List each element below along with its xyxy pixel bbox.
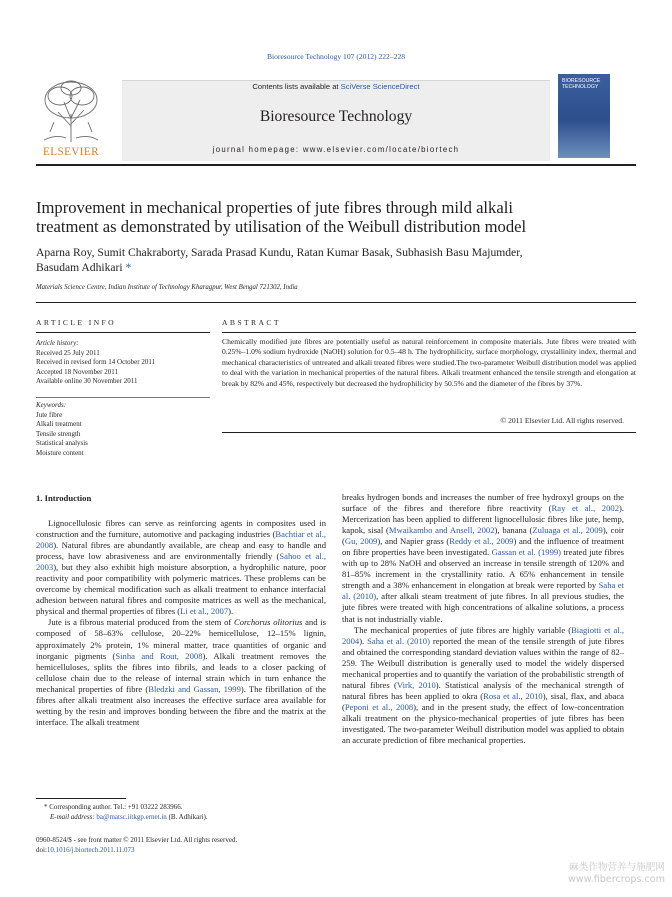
footnote xyxy=(36,803,336,822)
journal-title: Bioresource Technology xyxy=(259,108,413,125)
history-accepted: Accepted 18 November 2011 xyxy=(36,367,118,376)
watermark-chinese: 麻类作物营养与施肥网 xyxy=(569,862,665,873)
citation-link[interactable]: Reddy et al., 2009 xyxy=(449,536,514,547)
paragraph: breaks hydrogen bonds and increases the number of free hydroxyl groups on the surface of the fibres and therefore fibre reactivity (Ray et al., 2002). Mercerization has been applied to different lignocellulosic fibres like jute, hemp, kapok, sisal (Mwaikambo and Ansell, 2002), banana (Zuluaga et al., 2009), coir (Gu, 2009), and Napier grass (Reddy et al., 2009) and the influence of treatment on fibre properties have been investigated. Gassan et al. (1999) treated jute fibres with up to 28% NaOH and observed an increase in tensile strength of 120% and 81–85% increment in the crystallinity ratio. A 65% enhancement in tensile strength and a 38% enhancement in elongation at break were reported by Saha et al. (2010), after alkali steam treatment of jute fibres. In all previous studies, the jute fibres were treated with high concentrations of alkaline solutions, a process that is not industrially viable. xyxy=(342,492,625,624)
affiliation: Materials Science Centre, Indian Institute of Technology Kharagpur, West Bengal 721302, India xyxy=(36,284,298,291)
journal-homepage[interactable]: journal homepage: www.elsevier.com/locate/biortech xyxy=(212,145,460,154)
author-list xyxy=(36,245,636,275)
journal-reference[interactable]: Bioresource Technology 107 (2012) 222–228 xyxy=(266,52,406,61)
front-matter-info xyxy=(36,836,336,855)
keyword: Statistical analysis xyxy=(36,439,88,448)
elsevier-wordmark: ELSEVIER xyxy=(42,146,100,158)
history-label: Article history: xyxy=(36,339,79,347)
abstract-rule xyxy=(222,332,636,333)
abstract-heading: ABSTRACT xyxy=(222,318,281,327)
history-online: Available online 30 November 2011 xyxy=(36,377,138,386)
citation-link[interactable]: Virk, 2010 xyxy=(396,679,436,690)
footnote-rule xyxy=(36,798,126,799)
article-title xyxy=(36,198,636,236)
email-note: E-mail address: ba@matsc.iitkgp.ernet.in (B. Adhikari). xyxy=(50,812,208,821)
citation-link[interactable]: Biagiotti et al., 2004 xyxy=(342,624,624,646)
header-rule xyxy=(36,164,636,166)
citation-link[interactable]: Ray et al., 2002 xyxy=(551,503,619,514)
citation-link[interactable]: Bachtiar et al., 2008 xyxy=(36,529,326,551)
journal-cover-image xyxy=(558,74,610,158)
keywords xyxy=(36,401,210,459)
paragraph: Lignocellulosic fibres can serve as reinforcing agents in composites used in construction and the furniture, automotive and packaging industries (Bachtiar et al., 2008). Natural fibres are abundantly available, are cheap and easy to handle and process, have low abrasiveness and are environmentally friendly (Sahoo et al., 2003), but they also exhibit high moisture absorption, a hydrophilic nature, poor reactivity and poor compatibility with polymeric matrices. These problems can be overcome by chemical modification such as alkali treatment to enhance interfacial adhesion between natural fibres and composite matrices as well as the mechanical, physical and thermal properties of fibres (Li et al., 2007). xyxy=(36,518,327,617)
citation-link[interactable]: Rosa et al., 2010 xyxy=(483,690,543,701)
abstract-copyright: © 2011 Elsevier Ltd. All rights reserved. xyxy=(500,416,624,425)
keyword: Jute fibre xyxy=(36,410,63,419)
history-received: Received 25 July 2011 xyxy=(36,348,100,357)
citation-link[interactable]: Gassan et al. (1999) xyxy=(491,547,562,558)
species-name: Corchorus olitorius xyxy=(234,617,303,628)
watermark-url: www.fibercrops.com xyxy=(568,874,665,885)
section-heading-introduction: 1. Introduction xyxy=(36,493,92,503)
abstract-text: Chemically modified jute fibres are potentially useful as natural reinforcement in composite materials. Jute fibres were treated with 0.25%–1.0% sodium hydroxide (NaOH) solution for 0.5–48 h. The hydrophilicity, surface morphology, crystallinity index, thermal and mechanical characteristics of untreated and alkali treated fibres were studied.The two-parameter Weibull distribution model was applied to deal with the variation in mechanical properties of the natural fibres. Alkali treatment enhanced the tensile strength and elongation at break by 82% and 45%, respectively but decreased the hydrophilicity by 50.5% and the diameter of the fibres by 37%. xyxy=(222,337,636,388)
author-name: Basudam Adhikari xyxy=(36,261,123,274)
article-info-rule xyxy=(36,332,210,333)
citation-link[interactable]: Gu, 2009 xyxy=(344,536,378,547)
citation-link[interactable]: Sahoo et al., 2003 xyxy=(36,551,327,573)
citation-link[interactable]: Saha et al. (2010) xyxy=(367,635,430,646)
doi-line: doi:10.1016/j.biortech.2011.11.073 xyxy=(36,845,135,854)
citation-link[interactable]: Peponi et al., 2008 xyxy=(344,701,414,712)
title-line-1: Improvement in mechanical properties of jute fibres through mild alkali xyxy=(36,198,513,217)
contents-prefix: Contents lists available at xyxy=(252,82,341,91)
citation-link[interactable]: Sinha and Rout, 2008 xyxy=(115,650,203,661)
sciencedirect-link[interactable]: SciVerse ScienceDirect xyxy=(340,82,420,91)
keyword: Alkali treatment xyxy=(36,420,82,429)
body-column-left xyxy=(36,518,326,728)
authors-line-2 xyxy=(36,260,636,275)
citation-link[interactable]: Zuluaga et al., 2009 xyxy=(532,525,603,536)
site-watermark xyxy=(545,862,665,886)
citation-link[interactable]: Bledzki and Gassan, 1999 xyxy=(148,683,241,694)
contents-line xyxy=(122,82,550,91)
history-revised: Received in revised form 14 October 2011 xyxy=(36,358,156,367)
article-info-heading: ARTICLE INFO xyxy=(36,318,117,327)
title-line-2: treatment as demonstrated by utilisation of the Weibull distribution model xyxy=(36,217,527,236)
authors-line-1: Aparna Roy, Sumit Chakraborty, Sarada Prasad Kundu, Ratan Kumar Basak, Subhasish Basu Majumder, xyxy=(36,246,523,259)
abstract-bottom-rule xyxy=(222,432,636,433)
keyword: Moisture content xyxy=(36,448,84,457)
corresponding-author-note: * Corresponding author. Tel.: +91 03222 283966. xyxy=(44,803,183,811)
title-rule xyxy=(36,302,636,303)
citation-link[interactable]: Mwaikambo and Ansell, 2002 xyxy=(388,525,495,536)
keywords-label: Keywords: xyxy=(36,401,67,409)
article-history xyxy=(36,339,210,387)
citation-link[interactable]: Saha et al. (2010) xyxy=(342,580,624,602)
body-column-right xyxy=(342,492,624,746)
paragraph: Jute is a fibrous material produced from the stem of Corchorus olitorius and is composed of 58–63% cellulose, 20–22% hemicellulose, 12–15% lignin, approximately 2% protein, 1% mineral matter, trace quantities of organic and inorganic pigments (Sinha and Rout, 2008). Alkali treatment removes the hemicelluloses, splits the fibres into fibrils, and leads to a closer packing of cellulose chain due to the release of internal strain which in turn enhance the mechanical properties of fibre (Bledzki and Gassan, 1999). The fibrillation of the fibres after alkali treatment also increases the effective surface area available for wetting by the resin and improves bonding between the fibre and the matrix at the interface. The alkali treatment xyxy=(36,617,327,727)
doi-link[interactable]: 10.1016/j.biortech.2011.11.073 xyxy=(46,845,135,854)
email-link[interactable]: ba@matsc.iitkgp.ernet.in xyxy=(96,812,167,821)
paragraph: The mechanical properties of jute fibres are highly variable (Biagiotti et al., 2004). Saha et al. (2010) reported the mean of the tensile strength of jute fibres and obtained the corresponding standard deviation values within the range of 82–259. The Weibull distribution is generally used to model the widely dispersed mechanical properties and to quantify the variation of the probabilistic strength of natural fibres (Virk, 2010). Statistical analysis of the mechanical strength of natural fibres has been applied to okra (Rosa et al., 2010), sisal, flax, and abaca (Peponi et al., 2008), and in the present study, the effect of low-concentration alkali treatment on the physico-mechanical properties of jute fibres has been investigated. The two-parameter Weibull distribution model was applied to obtain an accurate prediction of fibre mechanical properties. xyxy=(342,624,624,746)
issn-line: 0960-8524/$ - see front matter © 2011 Elsevier Ltd. All rights reserved. xyxy=(36,836,238,844)
cover-title: BIORESOURCE TECHNOLOGY xyxy=(562,78,601,90)
keyword: Tensile strength xyxy=(36,429,81,438)
citation-link[interactable]: Li et al., 2007 xyxy=(180,606,229,617)
corresponding-author-mark[interactable]: * xyxy=(125,261,132,274)
